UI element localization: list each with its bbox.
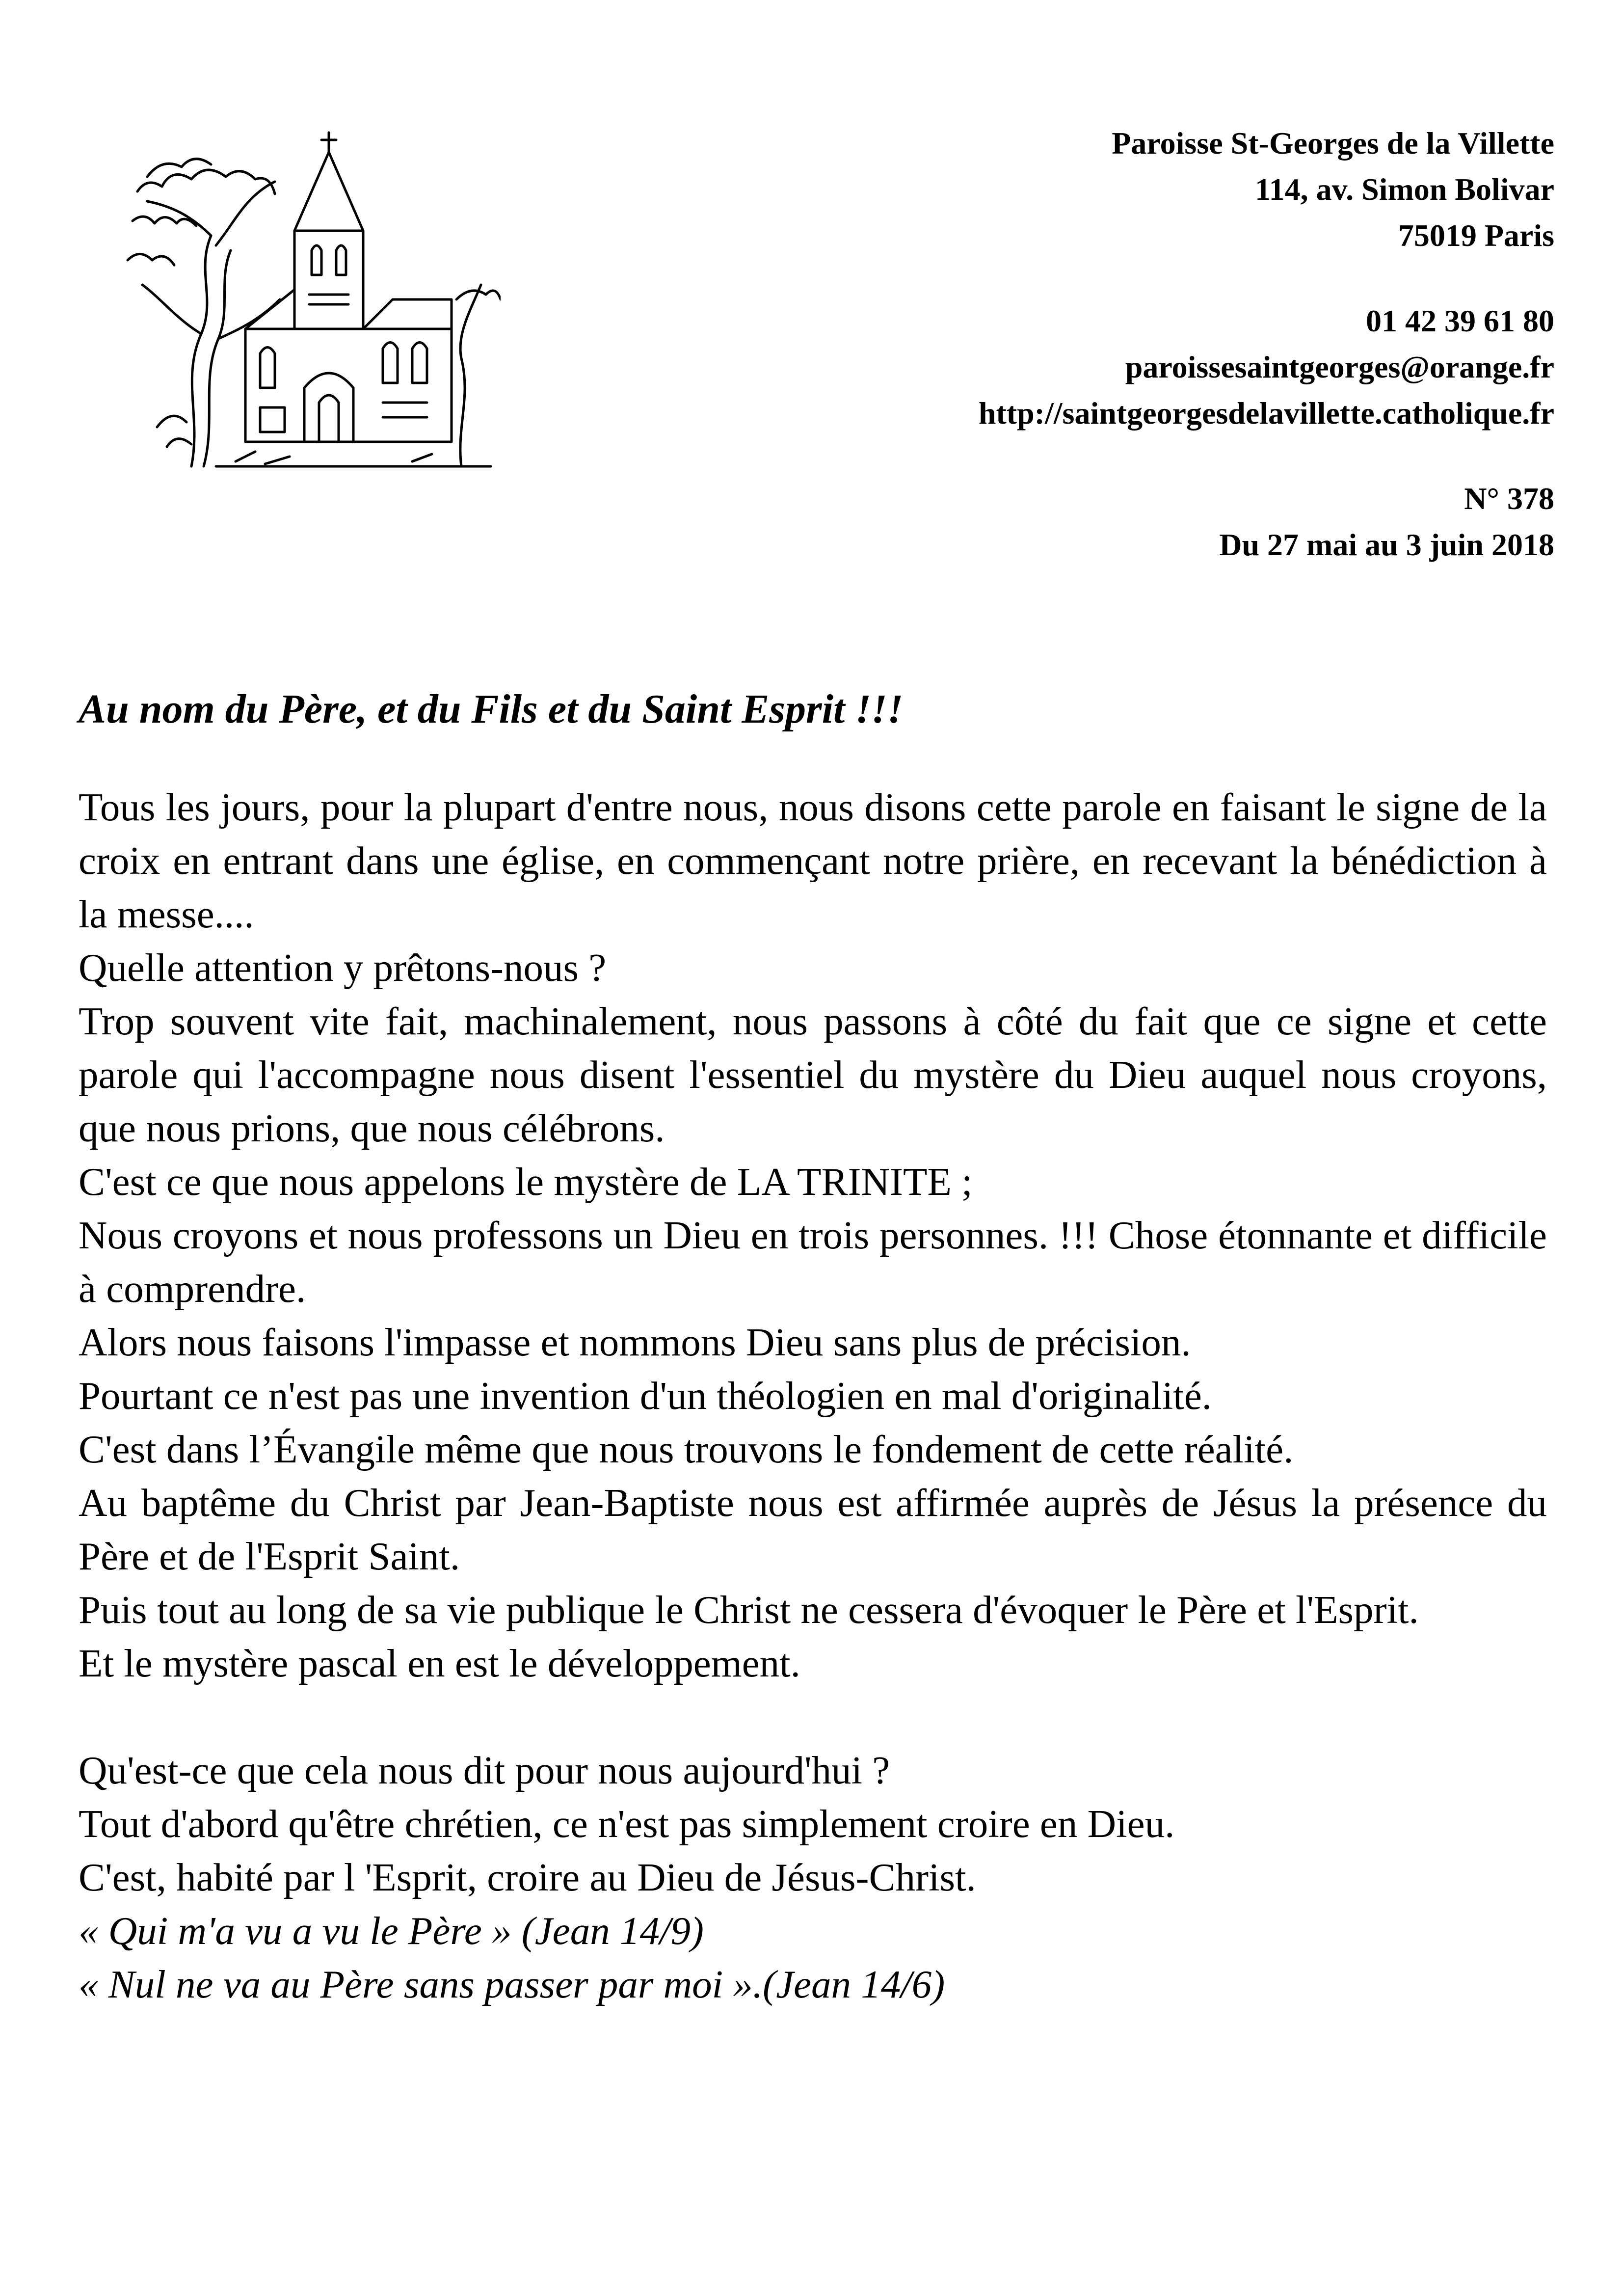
article-paragraph: Pourtant ce n'est pas une invention d'un théologien en mal d'originalité. <box>79 1374 1212 1418</box>
parish-header <box>671 120 1554 568</box>
article-paragraph: Nous croyons et nous professons un Dieu en trois personnes. !!! Chose étonnante et difficile à comprendre. <box>79 1213 1547 1311</box>
article-title: Au nom du Père, et du Fils et du Saint Esprit !!! <box>79 686 904 732</box>
article-paragraph: Alors nous faisons l'impasse et nommons Dieu sans plus de précision. <box>79 1320 1191 1364</box>
gospel-quote: « Qui m'a vu a vu le Père » (Jean 14/9) <box>79 1909 704 1953</box>
article-paragraph: Quelle attention y prêtons-nous ? <box>79 945 607 990</box>
article-body <box>79 781 1547 2011</box>
parish-city: 75019 Paris <box>1398 218 1554 253</box>
article-paragraph: Qu'est-ce que cela nous dit pour nous aujourd'hui ? <box>79 1748 890 1792</box>
gospel-quote: « Nul ne va au Père sans passer par moi ».(Jean 14/6) <box>79 1962 945 2006</box>
parish-email: paroissesaintgeorges@orange.fr <box>1125 350 1554 384</box>
article-paragraph: Tout d'abord qu'être chrétien, ce n'est pas simplement croire en Dieu. <box>79 1802 1175 1846</box>
issue-date-range: Du 27 mai au 3 juin 2018 <box>1219 527 1554 562</box>
article-paragraph: Tous les jours, pour la plupart d'entre nous, nous disons cette parole en faisant le signe de la croix en entrant dans une église, en commençant notre prière, en recevant la bénédiction à la messe.... <box>79 785 1547 936</box>
parish-phone: 01 42 39 61 80 <box>1366 303 1554 338</box>
article-paragraph: C'est, habité par l 'Esprit, croire au Dieu de Jésus-Christ. <box>79 1855 976 1899</box>
church-illustration-icon <box>118 123 501 476</box>
parish-website: http://saintgeorgesdelavillette.catholique.fr <box>978 396 1554 431</box>
article-paragraph: Trop souvent vite fait, machinalement, nous passons à côté du fait que ce signe et cette parole qui l'accompagne nous disent l'essentiel du mystère du Dieu auquel nous croyons, que nous prions, que nous célébrons. <box>79 999 1547 1150</box>
article-paragraph: Puis tout au long de sa vie publique le Christ ne cessera d'évoquer le Père et l'Esprit. <box>79 1588 1419 1632</box>
article-paragraph: C'est ce que nous appelons le mystère de LA TRINITE ; <box>79 1160 973 1204</box>
article-paragraph: Au baptême du Christ par Jean-Baptiste nous est affirmée auprès de Jésus la présence du Père et de l'Esprit Saint. <box>79 1481 1547 1578</box>
parish-name: Paroisse St-Georges de la Villette <box>1112 126 1554 161</box>
article-paragraph: C'est dans l’Évangile même que nous trouvons le fondement de cette réalité. <box>79 1427 1294 1471</box>
issue-number: N° 378 <box>1464 481 1554 516</box>
parish-address: 114, av. Simon Bolivar <box>1255 172 1554 207</box>
article-paragraph: Et le mystère pascal en est le développement. <box>79 1641 800 1685</box>
